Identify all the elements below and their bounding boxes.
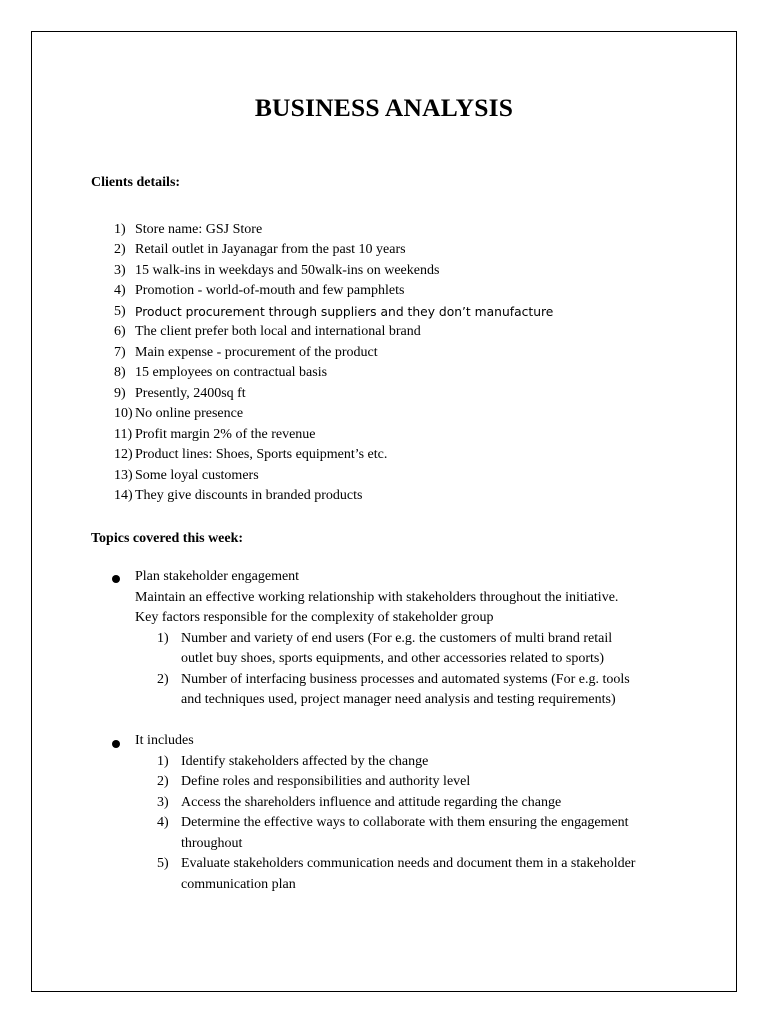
- clients-heading: Clients details:: [91, 175, 181, 190]
- sub-item-number: 1): [157, 754, 169, 769]
- bullet-text: Key factors responsible for the complexity of stakeholder group: [135, 610, 494, 625]
- sub-item-text: Identify stakeholders affected by the change: [181, 754, 429, 769]
- sub-item-text: Number and variety of end users (For e.g. the customers of multi brand retail: [181, 631, 613, 646]
- bullet-title: It includes: [135, 733, 194, 748]
- sub-item-text: outlet buy shoes, sports equipments, and other accessories related to sports): [181, 651, 605, 666]
- sub-item-text: Define roles and responsibilities and authority level: [181, 774, 471, 789]
- sub-item-text: Determine the effective ways to collaborate with them ensuring the engagement: [181, 815, 629, 830]
- sub-item-text: Number of interfacing business processes and automated systems (For e.g. tools: [181, 672, 630, 687]
- document-title: BUSINESS ANALYSIS: [254, 93, 514, 122]
- sub-item-text: Access the shareholders influence and attitude regarding the change: [181, 795, 562, 810]
- sub-item-text: throughout: [181, 836, 243, 851]
- sub-item-text: communication plan: [181, 877, 296, 892]
- sub-item-number: 2): [157, 774, 169, 789]
- sub-item-number: 2): [157, 672, 169, 687]
- sub-item-text: and techniques used, project manager need analysis and testing requirements): [181, 692, 616, 707]
- sub-item-number: 5): [157, 856, 169, 871]
- bullet-dot-icon: [112, 740, 120, 748]
- sub-item-text: Evaluate stakeholders communication needs and document them in a stakeholder: [181, 856, 636, 871]
- bullet-text: Maintain an effective working relationship with stakeholders throughout the initiative.: [135, 590, 619, 605]
- topics-heading: Topics covered this week:: [91, 531, 244, 546]
- bullet-title: Plan stakeholder engagement: [135, 569, 300, 584]
- sub-item-number: 3): [157, 795, 169, 810]
- sub-item-number: 1): [157, 631, 169, 646]
- sub-item-number: 4): [157, 815, 169, 830]
- bullet-dot-icon: [112, 575, 120, 583]
